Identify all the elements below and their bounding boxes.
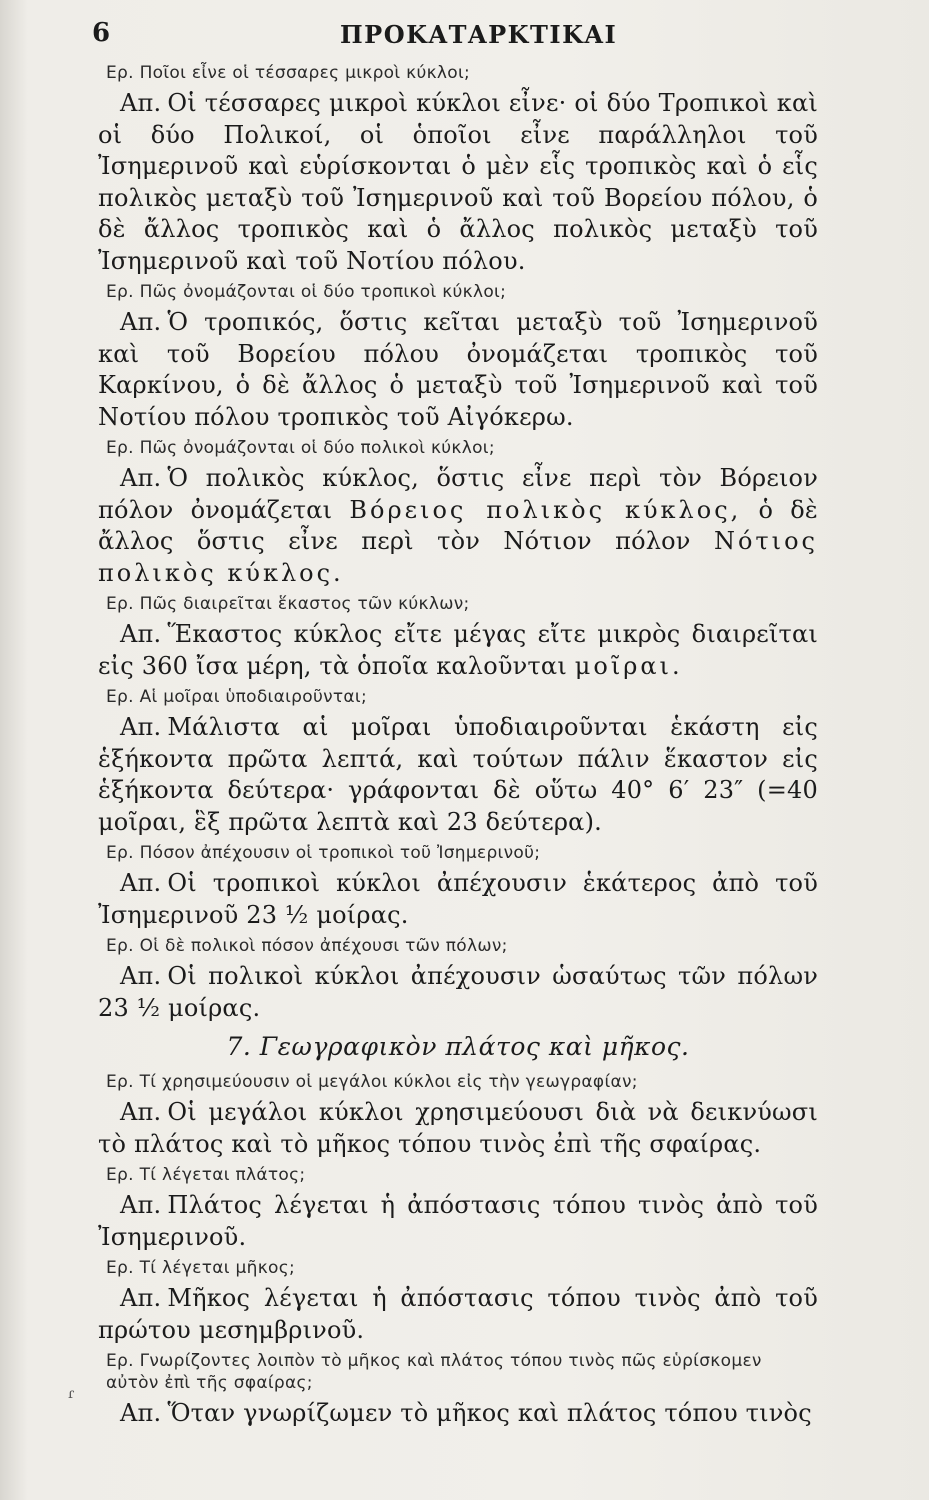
answer-label: Απ. [120, 1399, 162, 1427]
question [106, 1164, 818, 1186]
answer-text: Οἱ τέσσαρες μικροὶ κύκλοι εἶνε· οἱ δύο Τροπικοὶ καὶ οἱ δύο Πολικοί, οἱ ὁποῖοι εἶνε παράλληλοι τοῦ Ἰσημερινοῦ καὶ εὑρίσκονται ὁ μὲν εἷς τροπικὸς καὶ ὁ εἷς πολικὸς μεταξὺ τοῦ Ἰσημερινοῦ καὶ τοῦ Βορείου πόλου, ὁ δὲ ἄλλος τροπικὸς καὶ ὁ ἄλλος πολικὸς μεταξὺ τοῦ Ἰσημερινοῦ καὶ τοῦ Νοτίου πόλου. [98, 89, 818, 275]
question-text: Τί λέγεται μῆκος; [139, 1258, 296, 1278]
margin-mark: ɾ [68, 1386, 75, 1402]
answer-text: ὁ δὲ ἄλλος ὅστις εἶνε περὶ τὸν Νότιον πόλον [98, 495, 818, 555]
question-label: Ερ. [106, 936, 134, 956]
answer-text: Ὁ πολικὸς κύκλος, ὅστις εἶνε περὶ τὸν Βόρειον πόλον ὀνομάζεται [98, 464, 818, 524]
question [106, 1350, 818, 1394]
answer [98, 712, 818, 838]
question-text: Οἱ δὲ πολικοὶ πόσον ἀπέχουσι τῶν πόλων; [139, 936, 508, 956]
question [106, 1071, 818, 1093]
answer-label: Απ. [120, 308, 162, 336]
answer [98, 88, 818, 277]
answer-text: Μάλιστα αἱ μοῖραι ὑποδιαιροῦνται ἑκάστη εἰς ἑξήκοντα πρῶτα λεπτά, καὶ τούτων πάλιν ἕκαστον εἰς ἑξήκοντα δεύτερα· γράφονται δὲ οὕτω 40° 6′ 23″ (=40 μοῖραι, ἓξ πρῶτα λεπτὰ καὶ 23 δεύτερα). [98, 713, 818, 836]
answer-text: Οἱ πολικοὶ κύκλοι ἀπέχουσιν ὡσαύτως τῶν πόλων 23 ½ μοίρας. [98, 962, 818, 1022]
spaced-term: μοῖραι. [574, 651, 683, 680]
answer-text: Ὅταν γνωρίζωμεν τὸ μῆκος καὶ πλάτος τόπου τινὸς [167, 1399, 812, 1427]
question-label: Ερ. [106, 282, 134, 302]
answer-text: Οἱ μεγάλοι κύκλοι χρησιμεύουσι διὰ νὰ δεικνύωσι τὸ πλάτος καὶ τὸ μῆκος τόπου τινὸς ἐπὶ τῆς σφαίρας. [98, 1098, 818, 1158]
answer [98, 1190, 818, 1253]
page-number: 6 [92, 18, 112, 48]
question [106, 437, 818, 459]
answer-label: Απ. [120, 869, 162, 897]
answer-text: Πλάτος λέγεται ἡ ἀπόστασις τόπου τινὸς ἀπὸ τοῦ Ἰσημερινοῦ. [98, 1191, 818, 1251]
question-text: Τί λέγεται πλάτος; [139, 1165, 306, 1185]
question [106, 593, 818, 615]
question-text: Ποῖοι εἶνε οἱ τέσσαρες μικροὶ κύκλοι; [139, 63, 471, 83]
question-label: Ερ. [106, 687, 134, 707]
answer [98, 1097, 818, 1160]
question-label: Ερ. [106, 843, 134, 863]
question-label: Ερ. [106, 1351, 134, 1371]
answer-label: Απ. [120, 1098, 162, 1126]
section-heading: 7. Γεωγραφικὸν πλάτος καὶ μῆκος. [226, 1032, 690, 1061]
answer-label: Απ. [120, 713, 162, 741]
question [106, 281, 818, 303]
question-label: Ερ. [106, 1072, 134, 1092]
question [106, 686, 818, 708]
question-text: Γνωρίζοντες λοιπὸν τὸ μῆκος καὶ πλάτος τόπου τινὸς πῶς εὑρίσκομεν αὐτὸν ἐπὶ τῆς σφαίρας; [106, 1351, 762, 1393]
question-text: Αἱ μοῖραι ὑποδιαιροῦνται; [139, 687, 367, 707]
answer-text: Οἱ τροπικοὶ κύκλοι ἀπέχουσιν ἑκάτερος ἀπὸ τοῦ Ἰσημερινοῦ 23 ½ μοίρας. [98, 869, 818, 929]
question-label: Ερ. [106, 594, 134, 614]
question-label: Ερ. [106, 438, 134, 458]
answer [98, 1398, 818, 1430]
question-label: Ερ. [106, 1165, 134, 1185]
question [106, 62, 818, 84]
spaced-term: Βόρειος πολικὸς κύκλος, [349, 495, 742, 524]
answer-label: Απ. [120, 620, 162, 648]
page-body [98, 62, 818, 1434]
question-text: Πόσον ἀπέχουσιν οἱ τροπικοὶ τοῦ Ἰσημερινοῦ; [139, 843, 541, 863]
answer [98, 1283, 818, 1346]
answer-text: Ὁ τροπικός, ὅστις κεῖται μεταξὺ τοῦ Ἰσημερινοῦ καὶ τοῦ Βορείου πόλου ὀνομάζεται τροπικὸς τοῦ Καρκίνου, ὁ δὲ ἄλλος ὁ μεταξὺ τοῦ Ἰσημερινοῦ καὶ τοῦ Νοτίου πόλου τροπικὸς τοῦ Αἰγόκερω. [98, 308, 818, 431]
answer [98, 307, 818, 433]
answer [98, 619, 818, 682]
answer-label: Απ. [120, 1284, 162, 1312]
answer-text: Ἕκαστος κύκλος εἴτε μέγας εἴτε μικρὸς διαιρεῖται εἰς 360 ἴσα μέρη, τὰ ὁποῖα καλοῦνται [98, 620, 818, 680]
question [106, 1257, 818, 1279]
answer-label: Απ. [120, 464, 162, 492]
answer-label: Απ. [120, 962, 162, 990]
question-label: Ερ. [106, 63, 134, 83]
question-text: Τί χρησιμεύουσιν οἱ μεγάλοι κύκλοι εἰς τὴν γεωγραφίαν; [139, 1072, 638, 1092]
answer-text: Μῆκος λέγεται ἡ ἀπόστασις τόπου τινὸς ἀπὸ τοῦ πρώτου μεσημβρινοῦ. [98, 1284, 818, 1344]
answer [98, 868, 818, 931]
answer-label: Απ. [120, 1191, 162, 1219]
question [106, 935, 818, 957]
question-text: Πῶς ὀνομάζονται οἱ δύο τροπικοὶ κύκλοι; [139, 282, 507, 302]
spaced-term: Νότιος πολικὸς κύκλος. [98, 527, 818, 587]
answer [98, 961, 818, 1024]
question-text: Πῶς ὀνομάζονται οἱ δύο πολικοὶ κύκλοι; [139, 438, 495, 458]
page-header [0, 14, 929, 54]
question-text: Πῶς διαιρεῖται ἕκαστος τῶν κύκλων; [139, 594, 470, 614]
answer [98, 463, 818, 589]
question-label: Ερ. [106, 1258, 134, 1278]
question [106, 842, 818, 864]
answer-label: Απ. [120, 89, 162, 117]
running-title: ΠΡΟΚΑΤΑΡΚΤΙΚΑΙ [340, 20, 618, 49]
